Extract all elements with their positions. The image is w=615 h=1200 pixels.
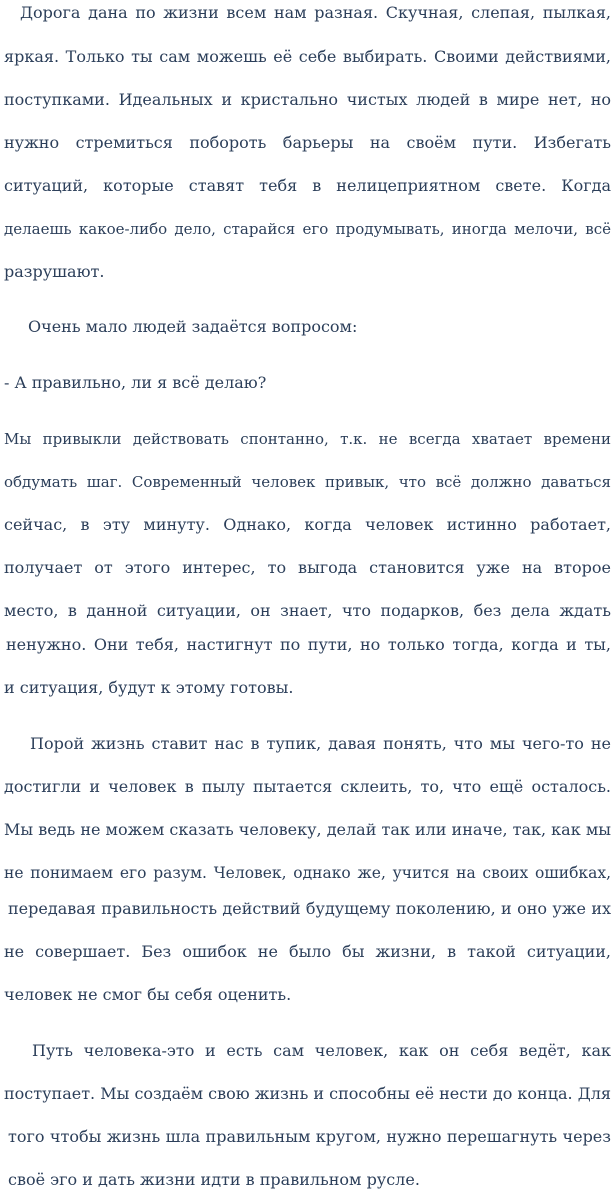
text-line: своё эго и дать жизни идти в правильном русле.	[8, 1170, 420, 1189]
text-line: Очень мало людей задаётся вопросом:	[28, 317, 358, 336]
text-line: сейчас, в эту минуту. Однако, когда человек истинно работает,	[4, 515, 611, 534]
text-line: не совершает. Без ошибок не было бы жизни, в такой ситуации,	[4, 942, 611, 961]
text-line: - А правильно, ли я всё делаю?	[4, 373, 267, 392]
text-line: передавая правильность действий будущему поколению, и оно уже их	[8, 899, 611, 918]
text-line: ситуаций, которые ставят тебя в нелицеприятном свете. Когда	[4, 176, 611, 195]
text-line: Порой жизнь ставит нас в тупик, давая понять, что мы чего-то не	[30, 734, 611, 753]
text-line: Мы ведь не можем сказать человеку, делай так или иначе, так, как мы	[4, 820, 611, 839]
text-line: разрушают.	[4, 262, 105, 281]
text-line: не понимаем его разум. Человек, однако же, учится на своих ошибках,	[4, 864, 611, 882]
text-line: Мы привыкли действовать спонтанно, т.к. не всегда хватает времени	[4, 430, 611, 448]
text-line: ненужно. Они тебя, настигнут по пути, но только тогда, когда и ты,	[6, 635, 611, 654]
text-line: человек не смог бы себя оценить.	[4, 985, 292, 1004]
text-line: нужно стремиться побороть барьеры на своём пути. Избегать	[4, 133, 611, 152]
text-line: и ситуация, будут к этому готовы.	[4, 678, 294, 697]
text-line: делаешь какое-либо дело, старайся его продумывать, иногда мелочи, всё	[4, 220, 611, 238]
text-line: яркая. Только ты сам можешь её себе выбирать. Своими действиями,	[4, 47, 611, 66]
text-line: Путь человека-это и есть сам человек, как он себя ведёт, как	[32, 1041, 611, 1060]
text-line: место, в данной ситуации, он знает, что подарков, без дела ждать	[4, 601, 611, 620]
text-line: получает от этого интерес, то выгода становится уже на второе	[4, 558, 611, 577]
text-line: достигли и человек в пылу пытается склеить, то, что ещё осталось.	[4, 777, 611, 796]
text-line: поступает. Мы создаём свою жизнь и способны её нести до конца. Для	[4, 1084, 611, 1103]
text-line: поступками. Идеальных и кристально чистых людей в мире нет, но	[4, 90, 611, 109]
text-line: Дорога дана по жизни всем нам разная. Скучная, слепая, пылкая,	[20, 3, 611, 22]
text-line: того чтобы жизнь шла правильным кругом, нужно перешагнуть через	[8, 1127, 611, 1146]
text-line: обдумать шаг. Современный человек привык, что всё должно даваться	[4, 473, 611, 491]
